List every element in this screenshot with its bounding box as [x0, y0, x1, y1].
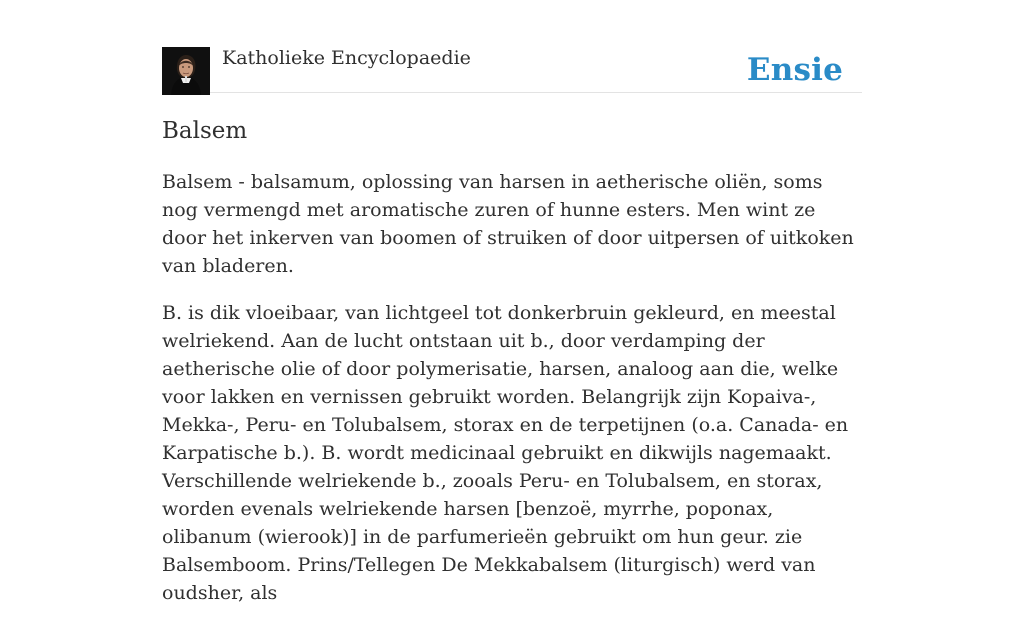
article-paragraph: Balsem - balsamum, oplossing van harsen in aetherische oliën, soms nog vermengd met aromatische zuren of hunne esters. Men wint ze door het inkerven van boomen of struiken of door uitpersen of uitkoken van bladeren.	[162, 171, 854, 277]
article-page	[162, 0, 862, 604]
article-body	[162, 168, 862, 626]
portrait-icon	[162, 47, 210, 95]
source-title[interactable]: Katholieke Encyclopaedie	[222, 47, 471, 69]
source-header	[162, 0, 862, 93]
portrait-avatar[interactable]	[162, 47, 210, 95]
article-paragraph: B. is dik vloeibaar, van lichtgeel tot donkerbruin gekleurd, en meestal welriekend. Aan de lucht ontstaan uit b., door verdamping der aetherische olie of door polymerisatie, harsen, analoog aan die, welke voor lakken en vernissen gebruikt worden. Belangrijk zijn Kopaiva-, Mekka-, Peru- en Tolubalsem, storax en de terpetijnen (o.a. Canada- en Karpatische b.). B. wordt medicinaal gebruikt en dikwijls nagemaakt. Verschillende welriekende b., zooals Peru- en Tolubalsem, en storax, worden evenals welriekende harsen [benzoë, myrrhe, poponax, olibanum (wierook)] in de parfumerieën gebruikt om hun geur. zie Balsemboom. Prins/Tellegen De Mekkabalsem (liturgisch) werd van oudsher, als	[162, 302, 849, 604]
ensie-logo[interactable]: Ensie	[746, 52, 843, 88]
article-title: Balsem	[162, 118, 248, 144]
